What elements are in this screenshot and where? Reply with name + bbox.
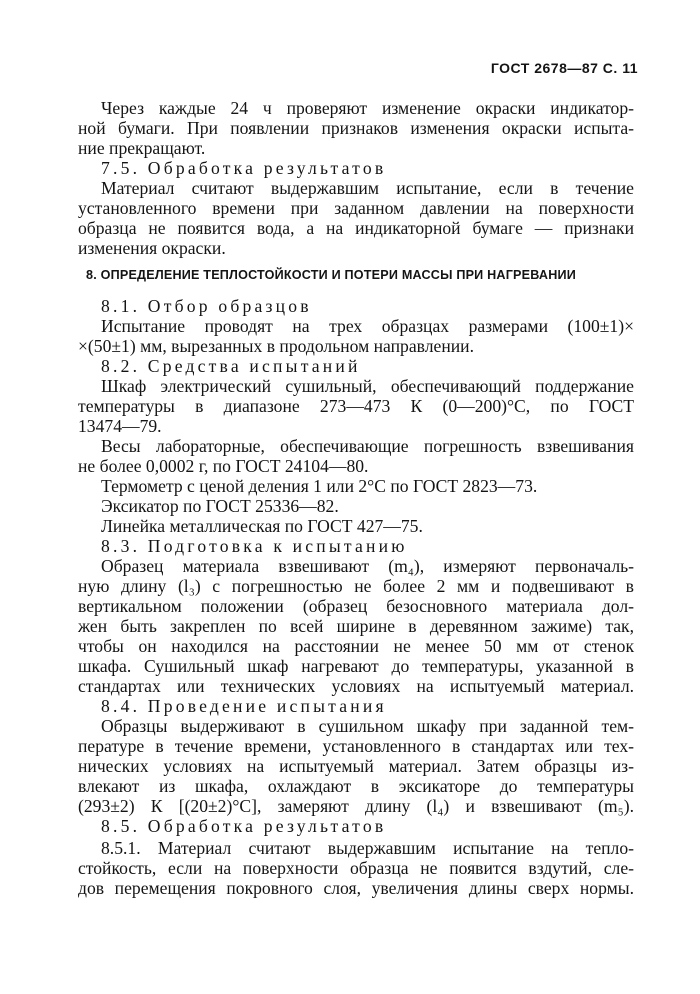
text-line: ние прекращают. [78, 138, 206, 158]
text-line: изменения окраски. [78, 238, 226, 258]
text-line: 8.5.1. Материал считают выдержавшим испытание на тепло- [101, 838, 634, 858]
text-line: чтобы он находился на расстоянии не менее 50 мм от стенок [78, 636, 634, 656]
text-line: Шкаф электрический сушильный, обеспечивающий поддержание [101, 376, 634, 396]
subsection-heading: 7.5. Обработка результатов [101, 158, 387, 178]
text-line: Эксикатор по ГОСТ 25336—82. [101, 496, 339, 516]
text-line: не более 0,0002 г, по ГОСТ 24104—80. [78, 456, 369, 476]
text-line: Образцы выдерживают в сушильном шкафу при заданной тем- [101, 716, 634, 736]
text-line: стандартах или технических условиях на испытуемый материал. [78, 676, 634, 696]
text-line: стойкость, если на поверхности образца не появится вздутий, сле- [78, 858, 634, 878]
page-header: ГОСТ 2678—87 С. 11 [490, 60, 638, 76]
text-line: Образец материала взвешивают (m₄), измеряют первоначаль- [101, 556, 634, 576]
text-line: Термометр с ценой деления 1 или 2°С по ГОСТ 2823—73. [101, 476, 538, 496]
text-line: влекают из шкафа, охлаждают в эксикаторе до температуры [78, 776, 634, 796]
subsection-heading: 8.4. Проведение испытания [101, 696, 387, 716]
text-line: ×(50±1) мм, вырезанных в продольном направлении. [78, 336, 474, 356]
text-line: ную длину (l₃) с погрешностью не более 2 мм и подвешивают в [78, 576, 634, 596]
text-line: установленного времени при заданном давлении на поверхности [78, 198, 634, 218]
section-heading: 8. ОПРЕДЕЛЕНИЕ ТЕПЛОСТОЙКОСТИ И ПОТЕРИ МАССЫ ПРИ НАГРЕВАНИИ [86, 268, 577, 282]
text-line: Испытание проводят на трех образцах размерами (100±1)× [101, 316, 634, 336]
text-line: ной бумаги. При появлении признаков изменения окраски испыта- [78, 118, 634, 138]
text-line: Через каждые 24 ч проверяют изменение окраски индикатор- [101, 98, 634, 118]
text-line: вертикальном положении (образец безосновного материала дол- [78, 596, 634, 616]
text-line: Материал считают выдержавшим испытание, если в течение [101, 178, 634, 198]
text-line: дов перемещения покровного слоя, увеличения длины сверх нормы. [78, 878, 634, 898]
text-line: жен быть закреплен по всей ширине в деревянном зажиме) так, [78, 616, 634, 636]
text-line: (293±2) К [(20±2)°С], замеряют длину (l₄) и взвешивают (m₅). [78, 796, 634, 816]
subsection-heading: 8.1. Отбор образцов [101, 296, 312, 316]
subsection-heading: 8.3. Подготовка к испытанию [101, 536, 408, 556]
text-line: шкафа. Сушильный шкаф нагревают до температуры, указанной в [78, 656, 634, 676]
text-line: Весы лабораторные, обеспечивающие погрешность взвешивания [101, 436, 634, 456]
text-line: образца не появится вода, а на индикаторной бумаге — признаки [78, 218, 634, 238]
text-line: 13474—79. [78, 416, 162, 436]
subsection-heading: 8.2. Средства испытаний [101, 356, 361, 376]
text-line: нических условиях на испытуемый материал. Затем образцы из- [78, 756, 634, 776]
text-line: температуры в диапазоне 273—473 К (0—200)°С, по ГОСТ [78, 396, 634, 416]
text-line: Линейка металлическая по ГОСТ 427—75. [101, 516, 423, 536]
subsection-heading: 8.5. Обработка результатов [101, 816, 387, 836]
text-line: пературе в течение времени, установленного в стандартах или тех- [78, 736, 634, 756]
